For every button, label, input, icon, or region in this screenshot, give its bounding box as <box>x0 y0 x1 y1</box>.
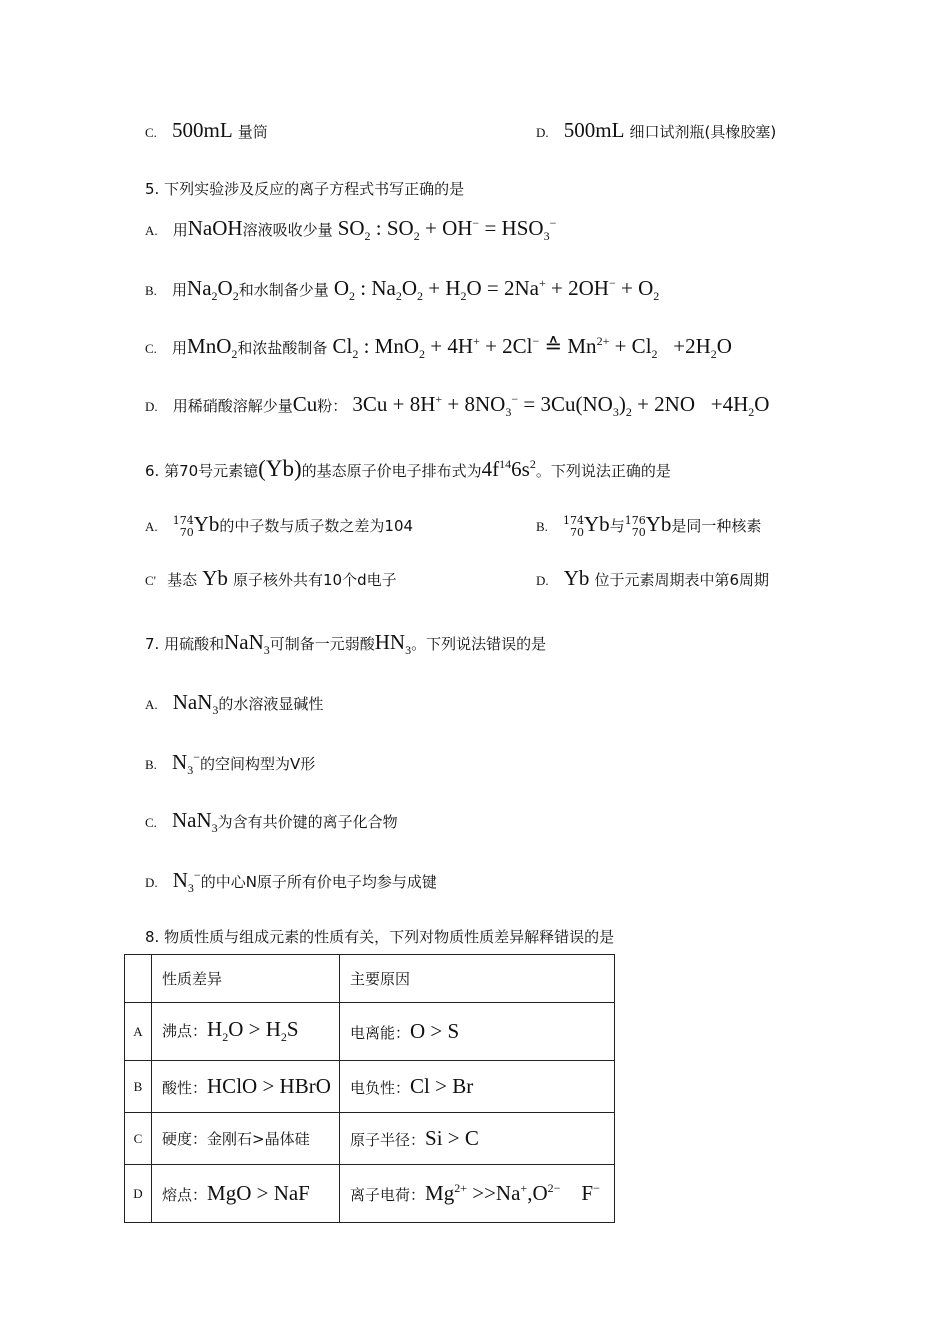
stem-pre: 6. 第70号元素镱 <box>145 462 259 480</box>
reason-cell: 电离能：O > S <box>340 1003 615 1061</box>
symbol: Yb <box>202 566 228 590</box>
text: 的中子数与质子数之差为104 <box>219 517 414 535</box>
q6-stem <box>145 456 671 482</box>
text: 的水溶液显碱性 <box>218 695 324 713</box>
text: 为含有共价键的离子化合物 <box>217 813 398 831</box>
option-letter: A. <box>145 223 158 238</box>
q6-option-a <box>145 512 413 539</box>
reason-cell: 电负性：Cl > Br <box>340 1061 615 1113</box>
q7-option-a <box>145 690 323 718</box>
stem-mid: 的基态原子价电子排布式为 <box>301 462 482 480</box>
option-letter: D. <box>536 125 549 140</box>
option-letter: B. <box>536 519 548 534</box>
q5-stem: 5. 下列实验涉及反应的离子方程式书写正确的是 <box>145 180 465 198</box>
formula: NaN$_3$ <box>172 808 218 836</box>
option-letter: C. <box>145 815 157 830</box>
suffix: 粉： <box>317 397 348 415</box>
atomic-number: 70 <box>570 525 585 539</box>
equation: $O_2$ : $Na_2O_2 + H_2O = 2Na^+ + 2OH^- + O_2$ <box>333 276 660 304</box>
text: 的空间构型为V形 <box>199 755 316 773</box>
row-letter: B <box>125 1061 152 1113</box>
pre: 用 <box>172 221 188 239</box>
acid: $HN_3$ <box>374 630 412 658</box>
option-letter: D. <box>536 573 549 588</box>
option-letter: B. <box>145 757 157 772</box>
row-letter: A <box>125 1003 152 1061</box>
row-letter: C <box>125 1113 152 1165</box>
q6-option-d <box>536 566 769 591</box>
q7-option-d <box>145 868 437 896</box>
reagent: MnO$_2$ <box>187 334 238 362</box>
stem-post: 。下列说法错误的是 <box>411 635 547 653</box>
q4-option-c <box>145 118 268 143</box>
volume: 500mL <box>563 118 625 142</box>
option-letter: D. <box>145 399 158 414</box>
prop-cell: 酸性：HClO > HBrO <box>152 1061 340 1113</box>
q8-table <box>124 954 615 1223</box>
text: 和浓盐酸制备 <box>237 339 328 357</box>
mass-number: 176 <box>624 513 646 527</box>
reagent: NaN$_3$ <box>224 630 270 658</box>
text: 原子核外共有10个d电子 <box>232 571 397 589</box>
table-row <box>125 1003 615 1061</box>
text: 和水制备少量 <box>238 281 329 299</box>
q7-option-b <box>145 750 315 778</box>
pre: 用 <box>172 281 188 299</box>
option-text: 量筒 <box>237 123 268 141</box>
formula: $N_3^-$ <box>172 750 200 778</box>
prop-cell: 熔点：MgO > NaF <box>152 1165 340 1223</box>
q5-option-a <box>145 216 556 244</box>
atomic-number: 70 <box>631 525 646 539</box>
text: 溶液吸收少量 <box>242 221 333 239</box>
option-letter: C' <box>145 573 157 588</box>
q5-option-b <box>145 276 659 304</box>
pre: 基态 <box>167 571 198 589</box>
q7-option-c <box>145 808 398 836</box>
prop-cell: 硬度：金刚石>晶体硅 <box>152 1113 340 1165</box>
config: $4f^{14}6s^2$ <box>481 457 536 481</box>
equation: $3Cu + 8H^+ + 8NO_3^- = 3Cu(NO_3)_2 + 2NO +4H_2O$ <box>352 392 770 420</box>
mass-number: 174 <box>563 513 585 527</box>
option-letter: B. <box>145 283 157 298</box>
q4-option-d <box>536 118 776 143</box>
symbol: (Yb) <box>258 456 302 481</box>
q8-stem: 8. 物质性质与组成元素的性质有关，下列对物质性质差异解释错误的是 <box>145 928 615 946</box>
option-letter: C. <box>145 341 157 356</box>
prop-cell: 沸点：$H_2O > H_2S$ <box>152 1003 340 1061</box>
option-letter: A. <box>145 697 158 712</box>
volume: 500mL <box>172 118 233 142</box>
mid: 与 <box>609 517 625 535</box>
text: 位于元素周期表中第6周期 <box>594 571 770 589</box>
option-text: 细口试剂瓶(具橡胶塞) <box>629 123 777 141</box>
stem-post: 。下列说法正确的是 <box>535 462 671 480</box>
option-letter: D. <box>145 875 158 890</box>
formula: $N_3^-$ <box>172 868 201 896</box>
reagent: NaOH <box>187 216 243 240</box>
q5-option-d <box>145 392 769 420</box>
q5-option-c <box>145 334 732 362</box>
q6-option-c <box>145 566 397 591</box>
equation: $SO_2$ : $SO_2 + OH^- = HSO_3^-$ <box>337 216 557 244</box>
stem-mid: 可制备一元弱酸 <box>269 635 375 653</box>
table-row <box>125 1165 615 1223</box>
header-cell: 性质差异 <box>152 955 340 1003</box>
symbol: Yb <box>193 512 220 536</box>
symbol: Yb <box>645 512 672 536</box>
table-row <box>125 1061 615 1113</box>
reason-cell: 原子半径：Si > C <box>340 1113 615 1165</box>
option-letter: A. <box>145 519 158 534</box>
formula: NaN$_3$ <box>172 690 219 718</box>
reagent: $Na_2O_2$ <box>187 276 239 304</box>
option-letter: C. <box>145 125 157 140</box>
q7-stem <box>145 630 546 658</box>
atomic-number: 70 <box>179 525 194 539</box>
reason-cell: 离子电荷：$Mg^{2+} >>Na^+,O^{2-}$ F− <box>340 1165 615 1223</box>
symbol: Yb <box>563 566 590 590</box>
text: 的中心N原子所有价电子均参与成键 <box>200 873 437 891</box>
q6-option-b <box>536 512 761 539</box>
header-cell: 主要原因 <box>340 955 615 1003</box>
mass-number: 174 <box>172 513 194 527</box>
table-row <box>125 1113 615 1165</box>
row-letter: D <box>125 1165 152 1223</box>
pre: 用 <box>172 339 188 357</box>
symbol: Yb <box>584 512 610 536</box>
equation: $Cl_2$ : MnO$_2$ + 4H+ + 2Cl− ≙ $Mn^{2+} + Cl_2 +2H_2O$ <box>332 334 732 362</box>
table-header-row <box>125 955 615 1003</box>
stem-pre: 7. 用硫酸和 <box>145 635 225 653</box>
metal: Cu <box>292 392 318 416</box>
text: 是同一种核素 <box>671 517 762 535</box>
text: 用稀硝酸溶解少量 <box>172 397 293 415</box>
